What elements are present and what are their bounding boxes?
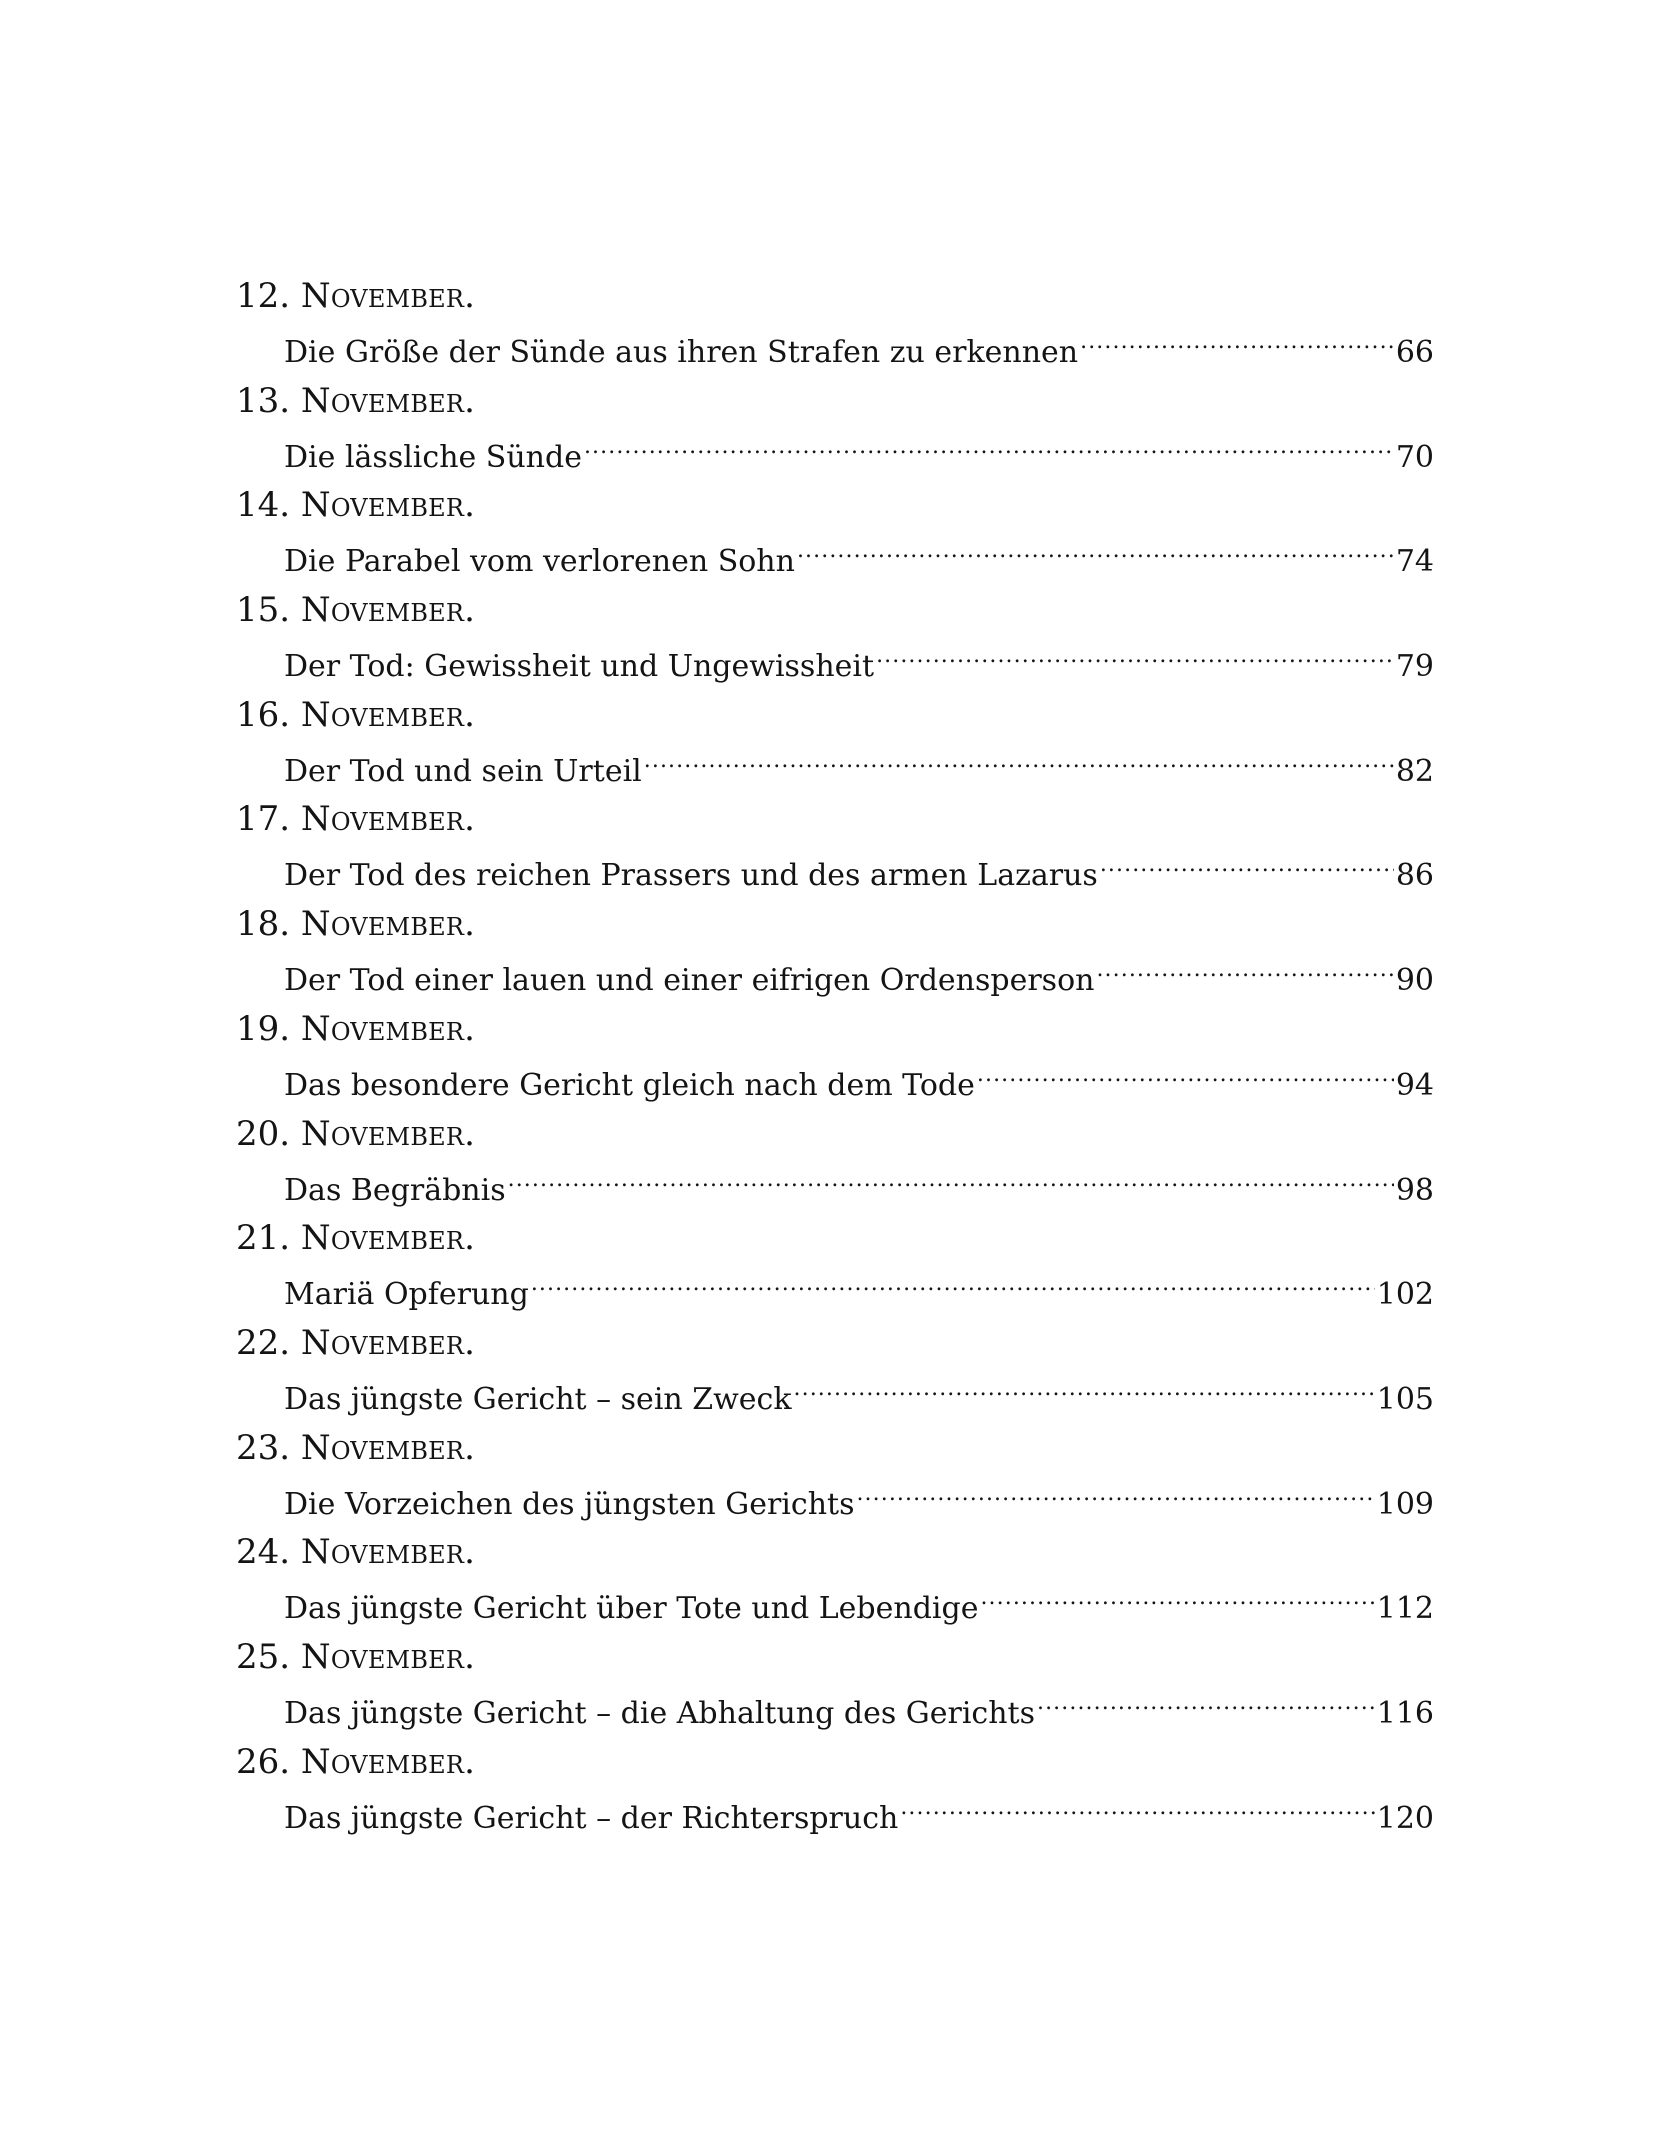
page-number: 90: [1395, 963, 1434, 999]
entry-date: [236, 1428, 1434, 1470]
dot-leader: [1096, 946, 1393, 990]
dot-leader: [644, 737, 1394, 781]
dot-leader: [794, 1365, 1375, 1409]
day-number: 25.: [236, 1636, 291, 1677]
page-number: 74: [1395, 544, 1434, 580]
entry-line[interactable]: [284, 1679, 1434, 1731]
entry-date: [236, 485, 1434, 527]
entry-line[interactable]: [284, 841, 1434, 894]
toc-entry: [236, 1637, 1434, 1742]
page-number: 98: [1395, 1172, 1434, 1208]
dot-leader: [876, 632, 1394, 676]
day-number: 17.: [236, 799, 291, 840]
toc-entry: [236, 1009, 1434, 1114]
day-number: 19.: [236, 1008, 291, 1049]
dot-leader: [1100, 841, 1394, 885]
entry-title: Die Größe der Sünde aus ihren Strafen zu erkennen: [284, 335, 1079, 370]
day-number: 16.: [236, 694, 291, 735]
page-number: 86: [1395, 858, 1434, 894]
entry-title: Die lässliche Sünde: [284, 439, 582, 475]
entry-title: Die Parabel vom verlorenen Sohn: [284, 544, 795, 580]
entry-title: Der Tod einer lauen und einer eifrigen Ordensperson: [284, 963, 1095, 999]
entry-line[interactable]: [284, 1574, 1434, 1627]
page-number: 120: [1376, 1800, 1434, 1836]
month-name: November.: [300, 1008, 476, 1049]
month-name: November.: [300, 1322, 476, 1363]
entry-line[interactable]: [284, 946, 1434, 999]
dot-leader: [856, 1470, 1374, 1514]
entry-date: [236, 1532, 1434, 1574]
entry-line[interactable]: [284, 1260, 1434, 1313]
entry-line[interactable]: [284, 1470, 1434, 1522]
day-number: 14.: [236, 485, 291, 526]
entry-title: Das jüngste Gericht – sein Zweck: [284, 1381, 792, 1417]
entry-line[interactable]: [284, 737, 1434, 789]
toc-entry: [236, 276, 1434, 381]
page-number: 94: [1395, 1067, 1434, 1103]
month-name: November.: [300, 485, 476, 526]
entry-date: [236, 1114, 1434, 1156]
day-number: 21.: [236, 1218, 291, 1259]
entry-title: Die Vorzeichen des jüngsten Gerichts: [284, 1486, 855, 1522]
entry-line[interactable]: [284, 1156, 1434, 1208]
month-name: November.: [300, 1113, 476, 1154]
day-number: 12.: [236, 276, 291, 316]
entry-title: Der Tod des reichen Prassers und des armen Lazarus: [284, 858, 1098, 894]
month-name: November.: [300, 1532, 476, 1573]
entry-date: [236, 1323, 1434, 1365]
entry-line[interactable]: [284, 423, 1434, 475]
day-number: 20.: [236, 1113, 291, 1154]
page-number: 112: [1376, 1591, 1434, 1627]
entry-date: [236, 381, 1434, 423]
entry-line[interactable]: [284, 1051, 1434, 1103]
entry-line[interactable]: [284, 527, 1434, 580]
entry-date: [236, 1742, 1434, 1784]
month-name: November.: [300, 1427, 476, 1468]
page-number: 105: [1376, 1381, 1434, 1417]
dot-leader: [977, 1051, 1394, 1095]
entry-title: Das besondere Gericht gleich nach dem Tode: [284, 1067, 975, 1103]
entry-line[interactable]: [284, 318, 1434, 370]
toc-entry: [236, 485, 1434, 590]
table-of-contents: [236, 276, 1434, 1846]
page-number: 66: [1395, 335, 1434, 370]
day-number: 24.: [236, 1532, 291, 1573]
dot-leader: [980, 1574, 1374, 1618]
month-name: November.: [300, 799, 476, 840]
toc-entry: [236, 695, 1434, 800]
day-number: 23.: [236, 1427, 291, 1468]
entry-date: [236, 695, 1434, 737]
entry-date: [236, 799, 1434, 841]
month-name: November.: [300, 694, 476, 735]
day-number: 22.: [236, 1322, 291, 1363]
toc-entry: [236, 799, 1434, 904]
entry-date: [236, 1637, 1434, 1679]
dot-leader: [1037, 1679, 1375, 1723]
entry-title: Der Tod und sein Urteil: [284, 753, 642, 789]
page-number: 102: [1376, 1277, 1434, 1313]
dot-leader: [1080, 318, 1394, 362]
toc-entry: [236, 1742, 1434, 1847]
entry-title: Das jüngste Gericht – die Abhaltung des Gerichts: [284, 1695, 1035, 1731]
entry-line[interactable]: [284, 1784, 1434, 1836]
toc-entry: [236, 1218, 1434, 1323]
day-number: 13.: [236, 380, 291, 421]
page-number: 82: [1395, 753, 1434, 789]
toc-entry: [236, 381, 1434, 486]
entry-title: Mariä Opferung: [284, 1277, 529, 1313]
entry-title: Das jüngste Gericht – der Richterspruch: [284, 1800, 899, 1836]
page-number: 116: [1376, 1695, 1434, 1731]
toc-entry: [236, 904, 1434, 1009]
entry-title: Der Tod: Gewissheit und Ungewissheit: [284, 649, 875, 685]
dot-leader: [797, 527, 1394, 571]
month-name: November.: [300, 590, 476, 631]
page-number: 70: [1395, 439, 1434, 475]
page-number: 109: [1376, 1486, 1434, 1522]
month-name: November.: [300, 904, 476, 945]
month-name: November.: [300, 1218, 476, 1259]
day-number: 26.: [236, 1741, 291, 1782]
toc-entry: [236, 1428, 1434, 1533]
entry-title: Das jüngste Gericht über Tote und Lebendige: [284, 1591, 979, 1627]
entry-date: [236, 590, 1434, 632]
entry-date: [236, 1218, 1434, 1260]
day-number: 15.: [236, 590, 291, 631]
month-name: November.: [300, 380, 476, 421]
day-number: 18.: [236, 904, 291, 945]
entry-title: Das Begräbnis: [284, 1172, 506, 1208]
toc-entry: [236, 1323, 1434, 1428]
month-name: November.: [300, 276, 476, 316]
toc-entry: [236, 590, 1434, 695]
dot-leader: [508, 1156, 1394, 1200]
entry-line[interactable]: [284, 1365, 1434, 1417]
month-name: November.: [300, 1636, 476, 1677]
dot-leader: [531, 1260, 1375, 1304]
entry-line[interactable]: [284, 632, 1434, 685]
toc-entry: [236, 1114, 1434, 1219]
month-name: November.: [300, 1741, 476, 1782]
dot-leader: [584, 423, 1394, 467]
entry-date: [236, 904, 1434, 946]
dot-leader: [900, 1784, 1374, 1828]
page-number: 79: [1395, 649, 1434, 685]
toc-entry: [236, 1532, 1434, 1637]
entry-date: [236, 276, 1434, 318]
entry-date: [236, 1009, 1434, 1051]
